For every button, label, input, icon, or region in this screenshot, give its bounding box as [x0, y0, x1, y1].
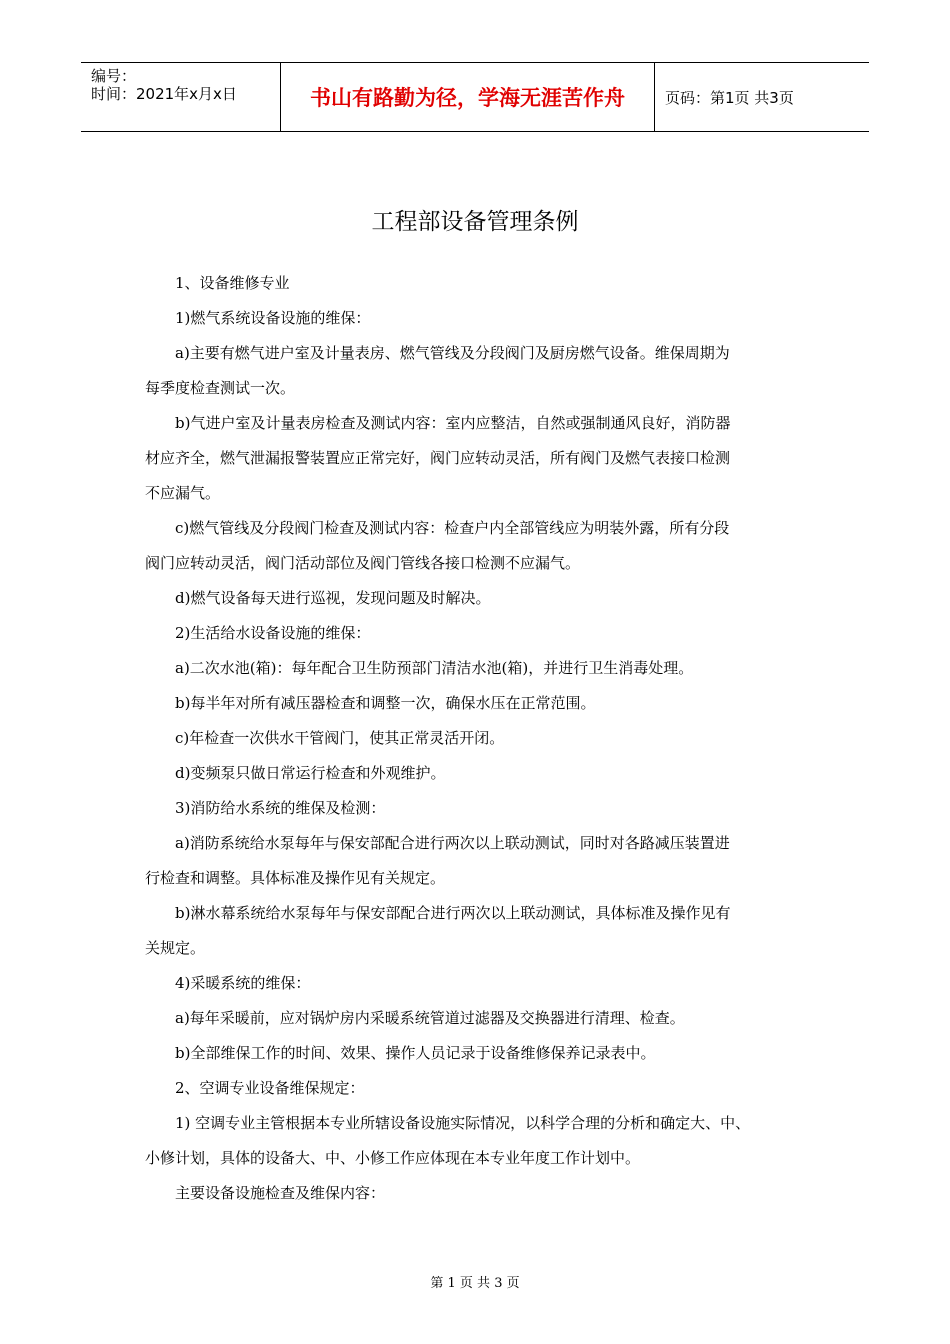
paragraph: d)燃气设备每天进行巡视，发现问题及时解决。: [175, 589, 491, 607]
paragraph: 材应齐全，燃气泄漏报警装置应正常完好，阀门应转动灵活，所有阀门及燃气表接口检测: [145, 449, 731, 467]
motto: 书山有路勤为径，学海无涯苦作舟: [281, 63, 655, 131]
paragraph: 2、空调专业设备维保规定：: [175, 1079, 365, 1097]
paragraph: 行检查和调整。具体标准及操作见有关规定。: [145, 869, 446, 887]
paragraph: 1)燃气系统设备设施的维保：: [175, 309, 371, 327]
page-footer: 第 1 页 共 3 页: [430, 1276, 520, 1291]
paragraph: 不应漏气。: [145, 484, 221, 502]
paragraph: 关规定。: [145, 939, 206, 957]
paragraph: b)淋水幕系统给水泵每年与保安部配合进行两次以上联动测试，具体标准及操作见有: [175, 904, 731, 922]
paragraph: c)年检查一次供水干管阀门，使其正常灵活开闭。: [175, 729, 505, 747]
paragraph: 小修计划，具体的设备大、中、小修工作应体现在本专业年度工作计划中。: [145, 1149, 641, 1167]
paragraph: a)二次水池(箱)：每年配合卫生防预部门清洁水池(箱)，并进行卫生消毒处理。: [175, 659, 694, 677]
document-body: [145, 266, 810, 1211]
header-meta-cell: [81, 63, 281, 131]
paragraph: 阀门应转动灵活，阀门活动部位及阀门管线各接口检测不应漏气。: [145, 554, 581, 572]
paragraph: 主要设备设施检查及维保内容：: [175, 1184, 386, 1202]
paragraph: 2)生活给水设备设施的维保：: [175, 624, 371, 642]
paragraph: b)每半年对所有减压器检查和调整一次，确保水压在正常范围。: [175, 694, 596, 712]
paragraph: 1) 空调专业主管根据本专业所辖设备设施实际情况，以科学合理的分析和确定大、中、: [175, 1114, 751, 1132]
paragraph: a)主要有燃气进户室及计量表房、燃气管线及分段阀门及厨房燃气设备。维保周期为: [175, 344, 730, 362]
number-label: 编号：: [91, 67, 137, 85]
page-code: 页码：第1页 共3页: [665, 88, 794, 107]
header-table: [81, 62, 869, 132]
paragraph: 1、设备维修专业: [175, 274, 290, 292]
paragraph: c)燃气管线及分段阀门检查及测试内容：检查户内全部管线应为明装外露，所有分段: [175, 519, 730, 537]
paragraph: d)变频泵只做日常运行检查和外观维护。: [175, 764, 446, 782]
paragraph: a)消防系统给水泵每年与保安部配合进行两次以上联动测试，同时对各路减压装置进: [175, 834, 730, 852]
paragraph: b)全部维保工作的时间、效果、操作人员记录于设备维修保养记录表中。: [175, 1044, 656, 1062]
paragraph: a)每年采暖前，应对锅炉房内采暖系统管道过滤器及交换器进行清理、检查。: [175, 1009, 685, 1027]
paragraph: 每季度检查测试一次。: [145, 379, 296, 397]
paragraph: 4)采暖系统的维保：: [175, 974, 311, 992]
paragraph: b)气进户室及计量表房检查及测试内容：室内应整洁，自然或强制通风良好，消防器: [175, 414, 731, 432]
document-title: 工程部设备管理条例: [371, 209, 579, 235]
time-label: 时间：2021年x月x日: [91, 85, 237, 103]
paragraph: 3)消防给水系统的维保及检测：: [175, 799, 386, 817]
